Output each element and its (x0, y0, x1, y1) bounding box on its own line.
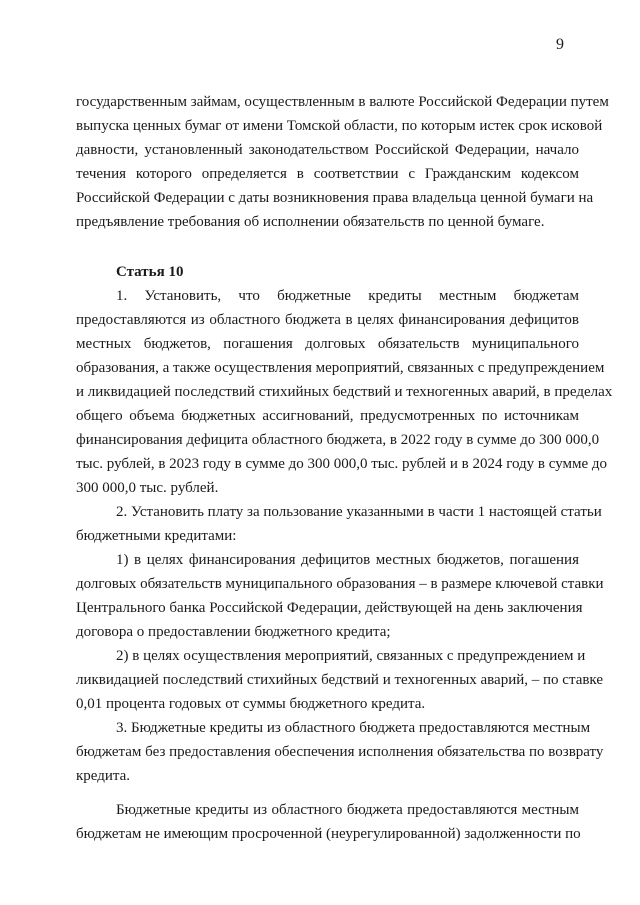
text-line: бюджетам без предоставления обеспечения исполнения обязательства по возврату (76, 744, 604, 760)
text-line: финансирования дефицита областного бюджета, в 2022 году в сумме до 300 000,0 (76, 432, 600, 448)
text-line: бюджетам не имеющим просроченной (неурегулированной) задолженности по (76, 826, 581, 842)
text-line: давности, установленный законодательством Российской Федерации, начало (76, 142, 579, 158)
text-line: течения которого определяется в соответствии с Гражданским кодексом (76, 166, 579, 182)
text-line: 0,01 процента годовых от суммы бюджетного кредита. (76, 696, 426, 712)
text-line: общего объема бюджетных ассигнований, предусмотренных по источникам (76, 408, 579, 424)
text-line: образования, а также осуществления мероприятий, связанных с предупреждением (76, 360, 605, 376)
text-line: Бюджетные кредиты из областного бюджета предоставляются местным (116, 802, 579, 818)
text-line: государственным займам, осуществленным в валюте Российской Федерации путем (76, 94, 609, 110)
text-line: Центрального банка Российской Федерации, действующей на день заключения (76, 600, 583, 616)
text-line: предъявление требования об исполнении обязательств по ценной бумаге. (76, 214, 545, 230)
text-line: тыс. рублей, в 2023 году в сумме до 300 000,0 тыс. рублей и в 2024 году в сумме до (76, 456, 608, 472)
text-line: долговых обязательств муниципального образования – в размере ключевой ставки (76, 576, 604, 592)
text-line: Российской Федерации с даты возникновения права владельца ценной бумаги на (76, 190, 594, 206)
text-line: 2) в целях осуществления мероприятий, связанных с предупреждением и (116, 648, 586, 664)
text-line: 300 000,0 тыс. рублей. (76, 480, 219, 496)
article-heading: Статья 10 (116, 264, 184, 280)
text-line: бюджетными кредитами: (76, 528, 237, 544)
page-number: 9 (556, 36, 564, 53)
text-line: предоставляются из областного бюджета в целях финансирования дефицитов (76, 312, 579, 328)
text-line: 1. Установить, что бюджетные кредиты местным бюджетам (116, 288, 579, 304)
text-line: и ликвидацией последствий стихийных бедствий и техногенных аварий, в пределах (76, 384, 613, 400)
text-line: кредита. (76, 768, 131, 784)
text-line: договора о предоставлении бюджетного кредита; (76, 624, 391, 640)
text-line: 1) в целях финансирования дефицитов местных бюджетов, погашения (116, 552, 579, 568)
text-line: 3. Бюджетные кредиты из областного бюджета предоставляются местным (116, 720, 591, 736)
text-line: ликвидацией последствий стихийных бедствий и техногенных аварий, – по ставке (76, 672, 604, 688)
text-line: местных бюджетов, погашения долговых обязательств муниципального (76, 336, 579, 352)
text-line: 2. Установить плату за пользование указанными в части 1 настоящей статьи (116, 504, 602, 520)
text-line: выпуска ценных бумаг от имени Томской области, по которым истек срок исковой (76, 118, 603, 134)
